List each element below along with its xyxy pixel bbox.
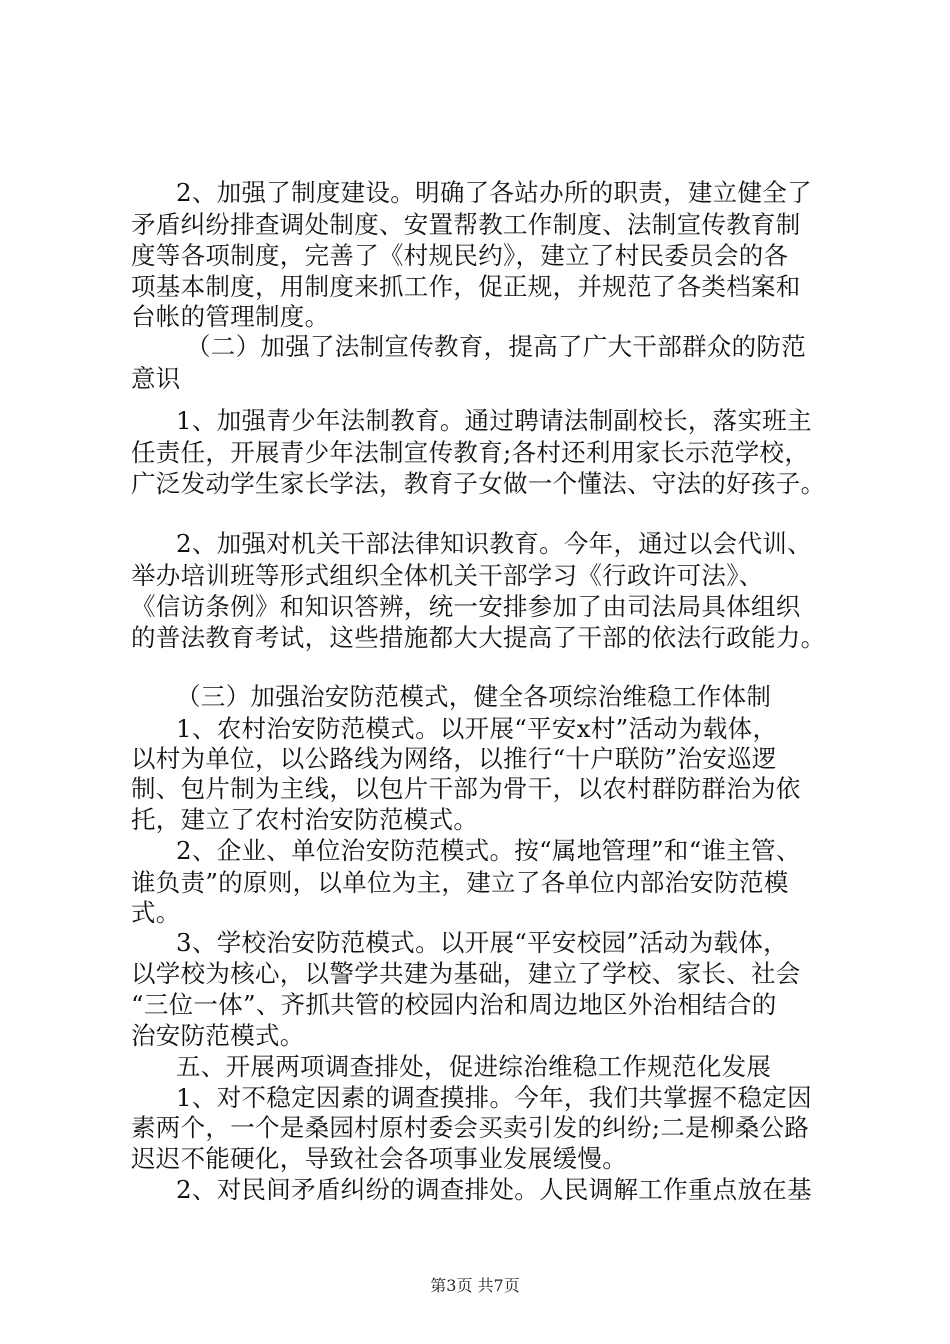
text-line: 迟迟不能硬化，导致社会各项事业发展缓慢。 <box>131 1144 627 1173</box>
text-line: 托，建立了农村治安防范模式。 <box>131 805 479 834</box>
text-line: 谁负责”的原则，以单位为主，建立了各单位内部治安防范模 <box>131 868 789 897</box>
text-line: 2、加强对机关干部法律知识教育。今年，通过以会代训、 <box>176 529 812 558</box>
text-line: 矛盾纠纷排查调处制度、安置帮教工作制度、法制宣传教育制 <box>131 210 801 239</box>
text-line: 举办培训班等形式组织全体机关干部学习《行政许可法》、 <box>131 561 764 590</box>
text-line: 式。 <box>131 898 181 927</box>
text-line: 以学校为核心，以警学共建为基础，建立了学校、家长、社会 <box>131 959 801 988</box>
text-line: 3、学校治安防范模式。以开展“平安校园”活动为载体， <box>176 928 788 957</box>
text-line: 1、对不稳定因素的调查摸排。今年，我们共掌握不稳定因 <box>176 1083 812 1112</box>
text-line: 素两个，一个是桑园村原村委会买卖引发的纠纷;二是柳桑公路 <box>131 1113 810 1142</box>
text-line: 以村为单位，以公路线为网络，以推行“十户联防”治安巡逻 <box>131 744 777 773</box>
page-footer: 第3页 共7页 <box>430 1276 520 1295</box>
text-line: 1、农村治安防范模式。以开展“平安x村”活动为载体， <box>176 714 778 743</box>
text-line: 1、加强青少年法制教育。通过聘请法制副校长，落实班主 <box>176 406 812 435</box>
text-line: 制、包片制为主线，以包片干部为骨干，以农村群防群治为依 <box>131 774 801 803</box>
text-line: 2、企业、单位治安防范模式。按“属地管理”和“谁主管、 <box>176 836 801 865</box>
text-line: 项基本制度，用制度来抓工作，促正规，并规范了各类档案和 <box>131 272 801 301</box>
text-line: 2、对民间矛盾纠纷的调查排处。人民调解工作重点放在基 <box>176 1175 812 1204</box>
text-line: 广泛发动学生家长学法，教育子女做一个懂法、守法的好孩子。 <box>131 469 826 498</box>
section-heading: （三）加强治安防范模式，健全各项综治维稳工作体制 <box>176 682 772 711</box>
text-line: “三位一体”、齐抓共管的校园内治和周边地区外治相结合的 <box>131 990 777 1019</box>
section-heading: 五、开展两项调查排处，促进综治维稳工作规范化发展 <box>176 1052 772 1081</box>
text-line: 任责任，开展青少年法制宣传教育;各村还利用家长示范学校， <box>131 438 810 467</box>
section-heading: （二）加强了法制宣传教育，提高了广大干部群众的防范 <box>186 332 806 361</box>
text-line: 度等各项制度，完善了《村规民约》，建立了村民委员会的各 <box>131 241 789 270</box>
text-line: 的普法教育考试，这些措施都大大提高了干部的依法行政能力。 <box>131 623 826 652</box>
section-heading: 意识 <box>131 364 181 393</box>
text-line: 《信访条例》和知识答辨，统一安排参加了由司法局具体组织 <box>131 592 801 621</box>
text-line: 2、加强了制度建设。明确了各站办所的职责，建立健全了 <box>176 178 812 207</box>
text-line: 治安防范模式。 <box>131 1021 305 1050</box>
text-line: 台帐的管理制度。 <box>131 302 330 331</box>
